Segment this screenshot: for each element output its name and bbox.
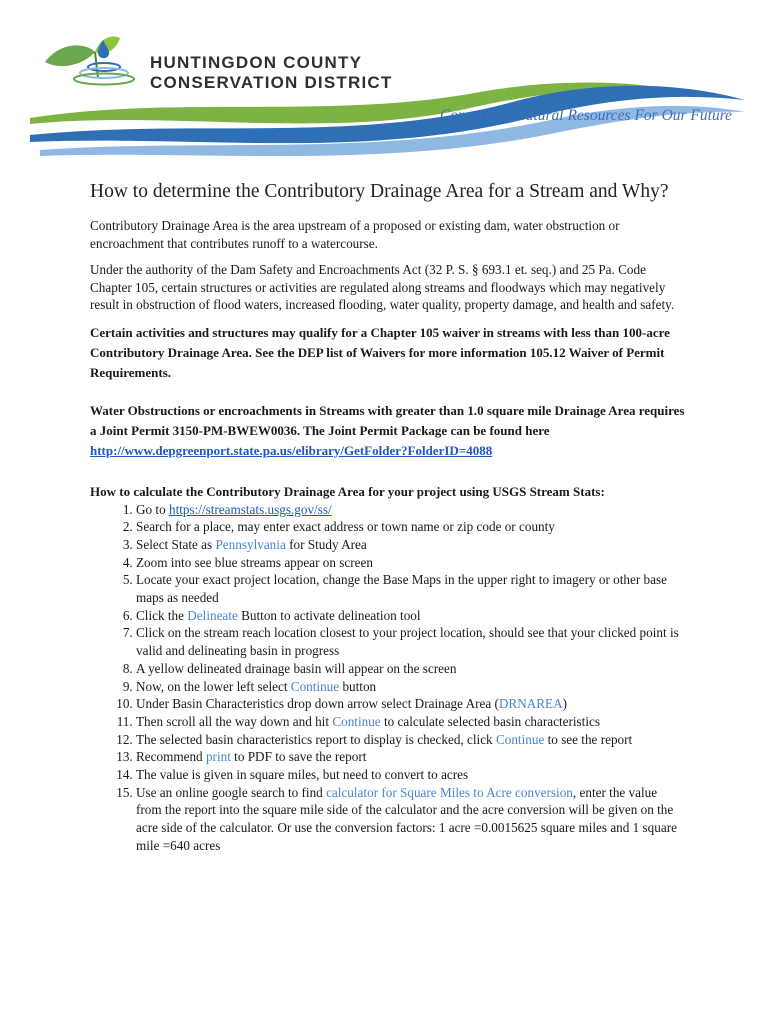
step-15 bbox=[136, 784, 686, 855]
step-text: Now, on the lower left select bbox=[136, 678, 291, 694]
step-3 bbox=[136, 536, 686, 554]
step-10 bbox=[136, 695, 686, 713]
step-5: 5. Locate your exact project location, change the Base Maps in the upper right to imagery or other base maps as needed bbox=[136, 571, 686, 606]
article-title: How to determine the Contributory Drainage Area for a Stream and Why? bbox=[90, 181, 669, 202]
org-name-line-1: HUNTINGDON COUNTY bbox=[150, 53, 363, 72]
step-1 bbox=[136, 501, 686, 519]
calculator-term: calculator for Square Miles to Acre conversion bbox=[326, 784, 573, 800]
step-text: Use an online google search to find bbox=[136, 784, 327, 800]
print-term: print bbox=[205, 749, 231, 765]
step-text: button bbox=[339, 678, 377, 694]
waiver-paragraph: Certain activities and structures may qualify for a Chapter 105 waiver in streams with less than 100-acre Contributory Drainage Area. See the DEP list of Waivers for more information 105.12 Waiver of Permit Requirements. bbox=[90, 324, 670, 380]
step-text: Go to bbox=[136, 501, 169, 517]
authority-paragraph: Under the authority of the Dam Safety and Encroachments Act (32 P. S. § 693.1 et. seq.) and 25 Pa. Code Chapter 105, certain structures or activities are regulated along streams and floodways which may negatively result in obstruction of flood waters, increased flooding, water quality, property damage, and health and safety. bbox=[90, 262, 675, 312]
definition-paragraph: Contributory Drainage Area is the area upstream of a proposed or existing dam, water obstruction or encroachment that contributes runoff to a watercourse. bbox=[90, 218, 620, 251]
org-name-line-2: CONSERVATION DISTRICT bbox=[150, 73, 393, 92]
step-2: 2. Search for a place, may enter exact address or town name or zip code or county bbox=[136, 518, 686, 536]
drnarea-term: DRNAREA bbox=[498, 696, 563, 712]
step-text: ) bbox=[562, 696, 568, 712]
continue-term: Continue bbox=[290, 678, 340, 694]
joint-permit-text: Water Obstructions or encroachments in Streams with greater than 1.0 square mile Drainage Area requires a Joint Permit 3150-PM-BWEW0036. The Joint Permit Package can be found here bbox=[90, 402, 685, 438]
step-text: The selected basin characteristics report to display is checked, click bbox=[136, 731, 496, 747]
calculation-heading: How to calculate the Contributory Drainage Area for your project using USGS Stream Stats: bbox=[90, 483, 605, 499]
delineate-term: Delineate bbox=[187, 607, 238, 623]
step-12 bbox=[136, 731, 686, 749]
step-text: Recommend bbox=[136, 749, 206, 765]
joint-permit-paragraph bbox=[90, 401, 686, 461]
article bbox=[90, 180, 686, 855]
pennsylvania-term: Pennsylvania bbox=[215, 536, 286, 552]
tagline: Conserving Natural Resources For Our Future bbox=[440, 107, 733, 124]
step-11 bbox=[136, 713, 686, 731]
step-text: Under Basin Characteristics drop down arrow select Drainage Area ( bbox=[136, 696, 499, 712]
header bbox=[0, 0, 770, 165]
step-text: Button to activate delineation tool bbox=[237, 607, 421, 623]
step-4: 4. Zoom into see blue streams appear on screen bbox=[136, 554, 686, 572]
step-9 bbox=[136, 678, 686, 696]
continue-term: Continue bbox=[332, 713, 381, 729]
step-6 bbox=[136, 607, 686, 625]
step-13 bbox=[136, 748, 686, 766]
step-text: to calculate selected basin characteristics bbox=[380, 713, 600, 729]
step-8: 8. A yellow delineated drainage basin will appear on the screen bbox=[136, 660, 686, 678]
streamstats-link[interactable]: https://streamstats.usgs.gov/ss/ bbox=[168, 501, 332, 517]
step-text: , enter the value from the report into the square mile side of the calculator and the acre conversion will be given on the acre side of the calculator. Or use the conversion factors: 1 acre =0.0015625 square miles and 1 square mile =640 acres bbox=[136, 784, 677, 853]
step-14: 14. The value is given in square miles, but need to convert to acres bbox=[136, 766, 686, 784]
step-text: for Study Area bbox=[285, 536, 367, 552]
step-text: to see the report bbox=[544, 731, 633, 747]
continue-term: Continue bbox=[495, 731, 545, 747]
step-text: Click the bbox=[136, 607, 188, 623]
steps-list bbox=[90, 501, 686, 855]
depgreenport-link[interactable]: http://www.depgreenport.state.pa.us/elibrary/GetFolder?FolderID=4088 bbox=[90, 442, 493, 458]
step-text: Select State as bbox=[136, 536, 216, 552]
step-7: 7. Click on the stream reach location closest to your project location, should see that your clicked point is valid and delineating basin in progress bbox=[136, 624, 686, 659]
step-text: Then scroll all the way down and hit bbox=[136, 713, 333, 729]
step-text: to PDF to save the report bbox=[230, 749, 367, 765]
